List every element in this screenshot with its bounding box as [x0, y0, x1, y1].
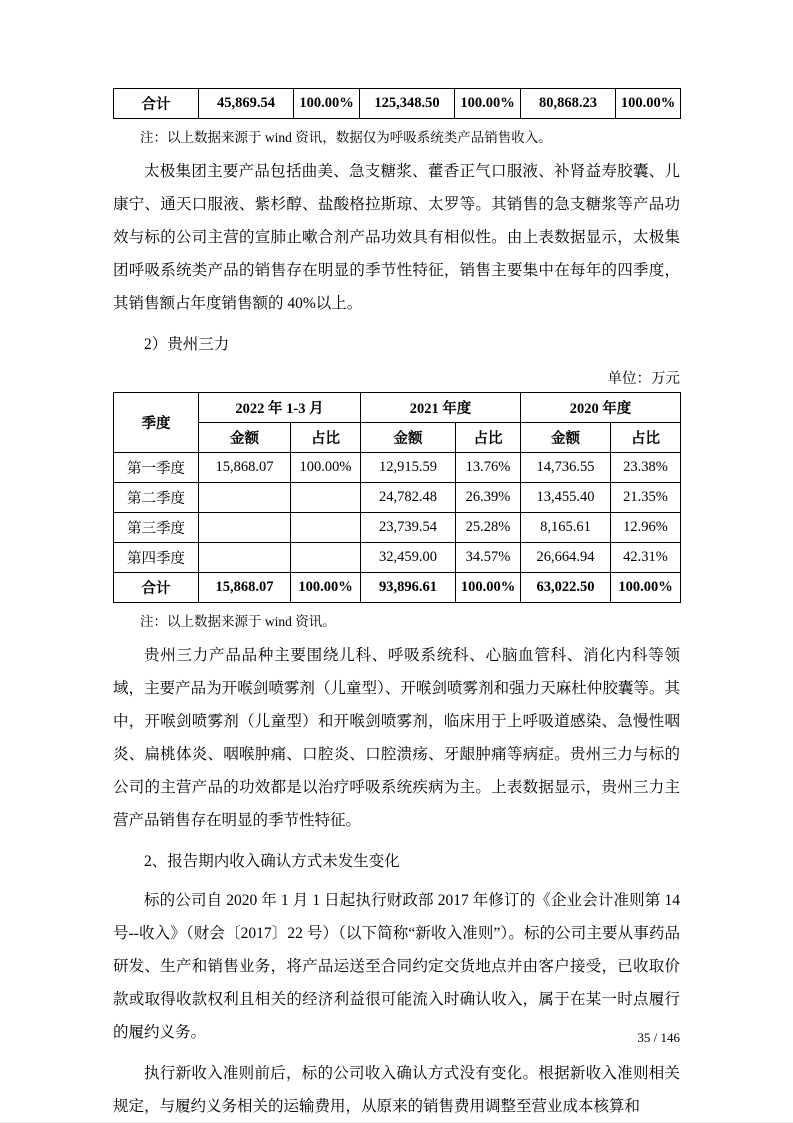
table-cell: 第四季度: [114, 543, 199, 573]
table-cell: 100.00%: [291, 453, 361, 483]
table-cell: [199, 483, 291, 513]
table-cell: 24,782.48: [361, 483, 456, 513]
table-cell: [199, 543, 291, 573]
table-cell: 100.00%: [616, 89, 681, 119]
table-cell: 合计: [114, 89, 199, 119]
table-cell: [199, 513, 291, 543]
table-cell: [291, 483, 361, 513]
paragraph-revenue-standard: 标的公司自 2020 年 1 月 1 日起执行财政部 2017 年修订的《企业会计准则第 14 号--收入》（财会〔2017〕22 号）（以下简称“新收入准则”）。标的公司主要从事药品研发、生产和销售业务，将产品运送至合同约定交货地点并由客户接受，已收取价款或取得收款权利且相关的经济利益很可能流入时确认收入，属于在某一时点履行的履约义务。: [113, 892, 680, 1041]
table-cell: 12,915.59: [361, 453, 456, 483]
table-cell: 13.76%: [456, 453, 521, 483]
page-number: 35 / 146: [637, 1030, 680, 1045]
table-row-q3: [114, 513, 681, 543]
table-cell: 23.38%: [611, 453, 681, 483]
table-cell: 合计: [114, 573, 199, 603]
table-cell: 第一季度: [114, 453, 199, 483]
table-cell: 100.00%: [611, 573, 681, 603]
column-header: 占比: [291, 423, 361, 453]
column-header: 占比: [611, 423, 681, 453]
table-cell: 14,736.55: [521, 453, 611, 483]
table-cell: 21.35%: [611, 483, 681, 513]
table-row-q4: [114, 543, 681, 573]
table-cell: 12.96%: [611, 513, 681, 543]
table-cell: 93,896.61: [361, 573, 456, 603]
table-cell: 100.00%: [291, 573, 361, 603]
paragraph-revenue-change: 执行新收入准则前后，标的公司收入确认方式没有变化。根据新收入准则相关规定，与履约义务相关的运输费用，从原来的销售费用调整至营业成本核算和: [113, 1065, 680, 1115]
table-row-q2: [114, 483, 681, 513]
paragraph-sanli-products: 贵州三力产品品种主要围绕儿科、呼吸系统科、心脑血管科、消化内科等领域，主要产品为开喉剑喷雾剂（儿童型）、开喉剑喷雾剂和强力天麻杜仲胶囊等。其中，开喉剑喷雾剂（儿童型）和开喉剑喷雾剂，临床用于上呼吸道感染、急慢性咽炎、扁桃体炎、咽喉肿痛、口腔炎、口腔溃疡、牙龈肿痛等病症。贵州三力与标的公司的主营产品的功效都是以治疗呼吸系统疾病为主。上表数据显示，贵州三力主营产品销售存在明显的季节性特征。: [113, 647, 680, 829]
header-row-metrics: [114, 423, 681, 453]
column-header: 金额: [361, 423, 456, 453]
table-cell: 80,868.23: [521, 89, 616, 119]
table-cell: 15,868.07: [199, 453, 291, 483]
table-cell: 63,022.50: [521, 573, 611, 603]
column-header: 金额: [521, 423, 611, 453]
table-cell: 100.00%: [455, 89, 521, 119]
table-cell: 32,459.00: [361, 543, 456, 573]
table-cell: 45,869.54: [199, 89, 294, 119]
top-table: [113, 88, 681, 119]
table-row-q1: [114, 453, 681, 483]
table-cell: 26.39%: [456, 483, 521, 513]
table-cell: [291, 513, 361, 543]
table-cell: 34.57%: [456, 543, 521, 573]
column-header-quarter: 季度: [114, 393, 199, 453]
quarter-revenue-table: [113, 392, 681, 603]
table-cell: 第二季度: [114, 483, 199, 513]
table-cell: 125,348.50: [360, 89, 455, 119]
table-row-total: [114, 89, 681, 119]
table-cell: 第三季度: [114, 513, 199, 543]
unit-label: 单位：万元: [607, 371, 680, 387]
table-cell: 100.00%: [294, 89, 360, 119]
table-cell: 13,455.40: [521, 483, 611, 513]
heading-guizhou-sanli: 2）贵州三力: [144, 336, 230, 353]
table-cell: 15,868.07: [199, 573, 291, 603]
table-cell: 25.28%: [456, 513, 521, 543]
column-group-2020: 2020 年度: [521, 393, 681, 423]
table-cell: 100.00%: [456, 573, 521, 603]
paragraph-taiji: 太极集团主要产品包括曲美、急支糖浆、藿香正气口服液、补肾益寿胶囊、儿康宁、通天口服液、紫杉醇、盐酸格拉斯琼、太罗等。其销售的急支糖浆等产品功效与标的公司主营的宣肺止嗽合剂产品功效具有相似性。由上表数据显示，太极集团呼吸系统类产品的销售存在明显的季节性特征，销售主要集中在每年的四季度，其销售额占年度销售额的 40%以上。: [113, 163, 680, 312]
table-cell: 42.31%: [611, 543, 681, 573]
column-group-2021: 2021 年度: [361, 393, 521, 423]
table-cell: 23,739.54: [361, 513, 456, 543]
table-cell: 26,664.94: [521, 543, 611, 573]
table-cell: 8,165.61: [521, 513, 611, 543]
header-row-periods: [114, 393, 681, 423]
column-group-2022: 2022 年 1-3 月: [199, 393, 361, 423]
note-source-wind-1: 注：以上数据来源于 wind 资讯，数据仅为呼吸系统类产品销售收入。: [140, 130, 552, 145]
column-header: 占比: [456, 423, 521, 453]
table-cell: [291, 543, 361, 573]
heading-revenue-recognition: 2、报告期内收入确认方式未发生变化: [144, 853, 400, 870]
note-source-wind-2: 注：以上数据来源于 wind 资讯。: [140, 614, 336, 629]
column-header: 金额: [199, 423, 291, 453]
table-row-total: [114, 573, 681, 603]
